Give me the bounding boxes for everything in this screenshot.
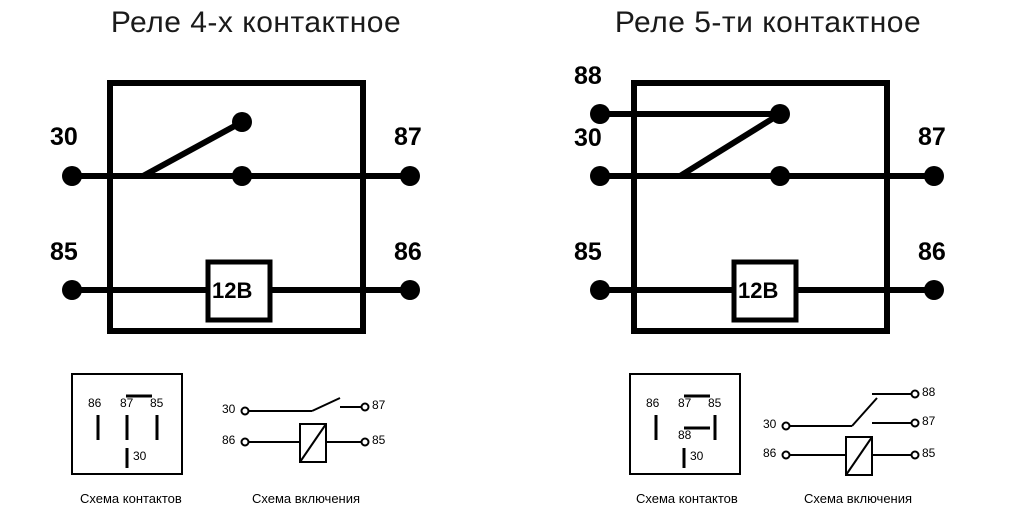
wiring-node-87 xyxy=(912,420,919,427)
wiring-switch-arm xyxy=(852,398,877,426)
coil-voltage-label: 12В xyxy=(738,278,779,303)
panel-title-5pin: Реле 5-ти контактное xyxy=(614,6,922,39)
pin-label-86: 86 xyxy=(918,238,946,266)
pin-label-30: 30 xyxy=(50,123,78,151)
caption-contacts-4pin: Схема контактов xyxy=(80,491,182,506)
pin-label-86: 86 xyxy=(394,238,422,266)
panel-title-4pin: Реле 4-х контактное xyxy=(110,6,402,39)
caption-contacts-5pin: Схема контактов xyxy=(636,491,738,506)
wiring-label-85: 85 xyxy=(922,446,936,460)
mini-label-85: 85 xyxy=(150,396,164,410)
caption-wiring-5pin: Схема включения xyxy=(804,491,913,506)
mini-label-87: 87 xyxy=(678,396,692,410)
wiring-label-87: 87 xyxy=(372,398,386,412)
pin-label-30: 30 xyxy=(574,124,602,152)
coil-voltage-label: 12В xyxy=(212,278,253,303)
wiring-label-87: 87 xyxy=(922,414,936,428)
wiring-switch-arm xyxy=(312,398,340,411)
mini-label-88: 88 xyxy=(678,428,692,442)
pin-label-88: 88 xyxy=(574,62,602,90)
wiring-node-30 xyxy=(783,423,790,430)
wiring-node-85 xyxy=(362,439,369,446)
mini-label-30: 30 xyxy=(690,449,704,463)
wiring-label-88: 88 xyxy=(922,385,936,399)
wiring-node-86 xyxy=(242,439,249,446)
relay-5-pin-panel xyxy=(512,0,1024,527)
wiring-node-88 xyxy=(912,391,919,398)
wiring-label-30: 30 xyxy=(763,417,777,431)
mini-label-86: 86 xyxy=(88,396,102,410)
wiring-label-85: 85 xyxy=(372,433,386,447)
mini-label-30: 30 xyxy=(133,449,147,463)
pin-label-87: 87 xyxy=(918,123,946,151)
mini-label-87: 87 xyxy=(120,396,134,410)
wiring-label-30: 30 xyxy=(222,402,236,416)
wiring-node-30 xyxy=(242,408,249,415)
wiring-node-87 xyxy=(362,404,369,411)
pin-label-85: 85 xyxy=(574,238,602,266)
mini-label-85: 85 xyxy=(708,396,722,410)
pin-label-85: 85 xyxy=(50,238,78,266)
wiring-node-86 xyxy=(783,452,790,459)
wiring-node-85 xyxy=(912,452,919,459)
caption-wiring-4pin: Схема включения xyxy=(252,491,361,506)
wiring-label-86: 86 xyxy=(222,433,236,447)
wiring-label-86: 86 xyxy=(763,446,777,460)
mini-label-86: 86 xyxy=(646,396,660,410)
pin-label-87: 87 xyxy=(394,123,422,151)
